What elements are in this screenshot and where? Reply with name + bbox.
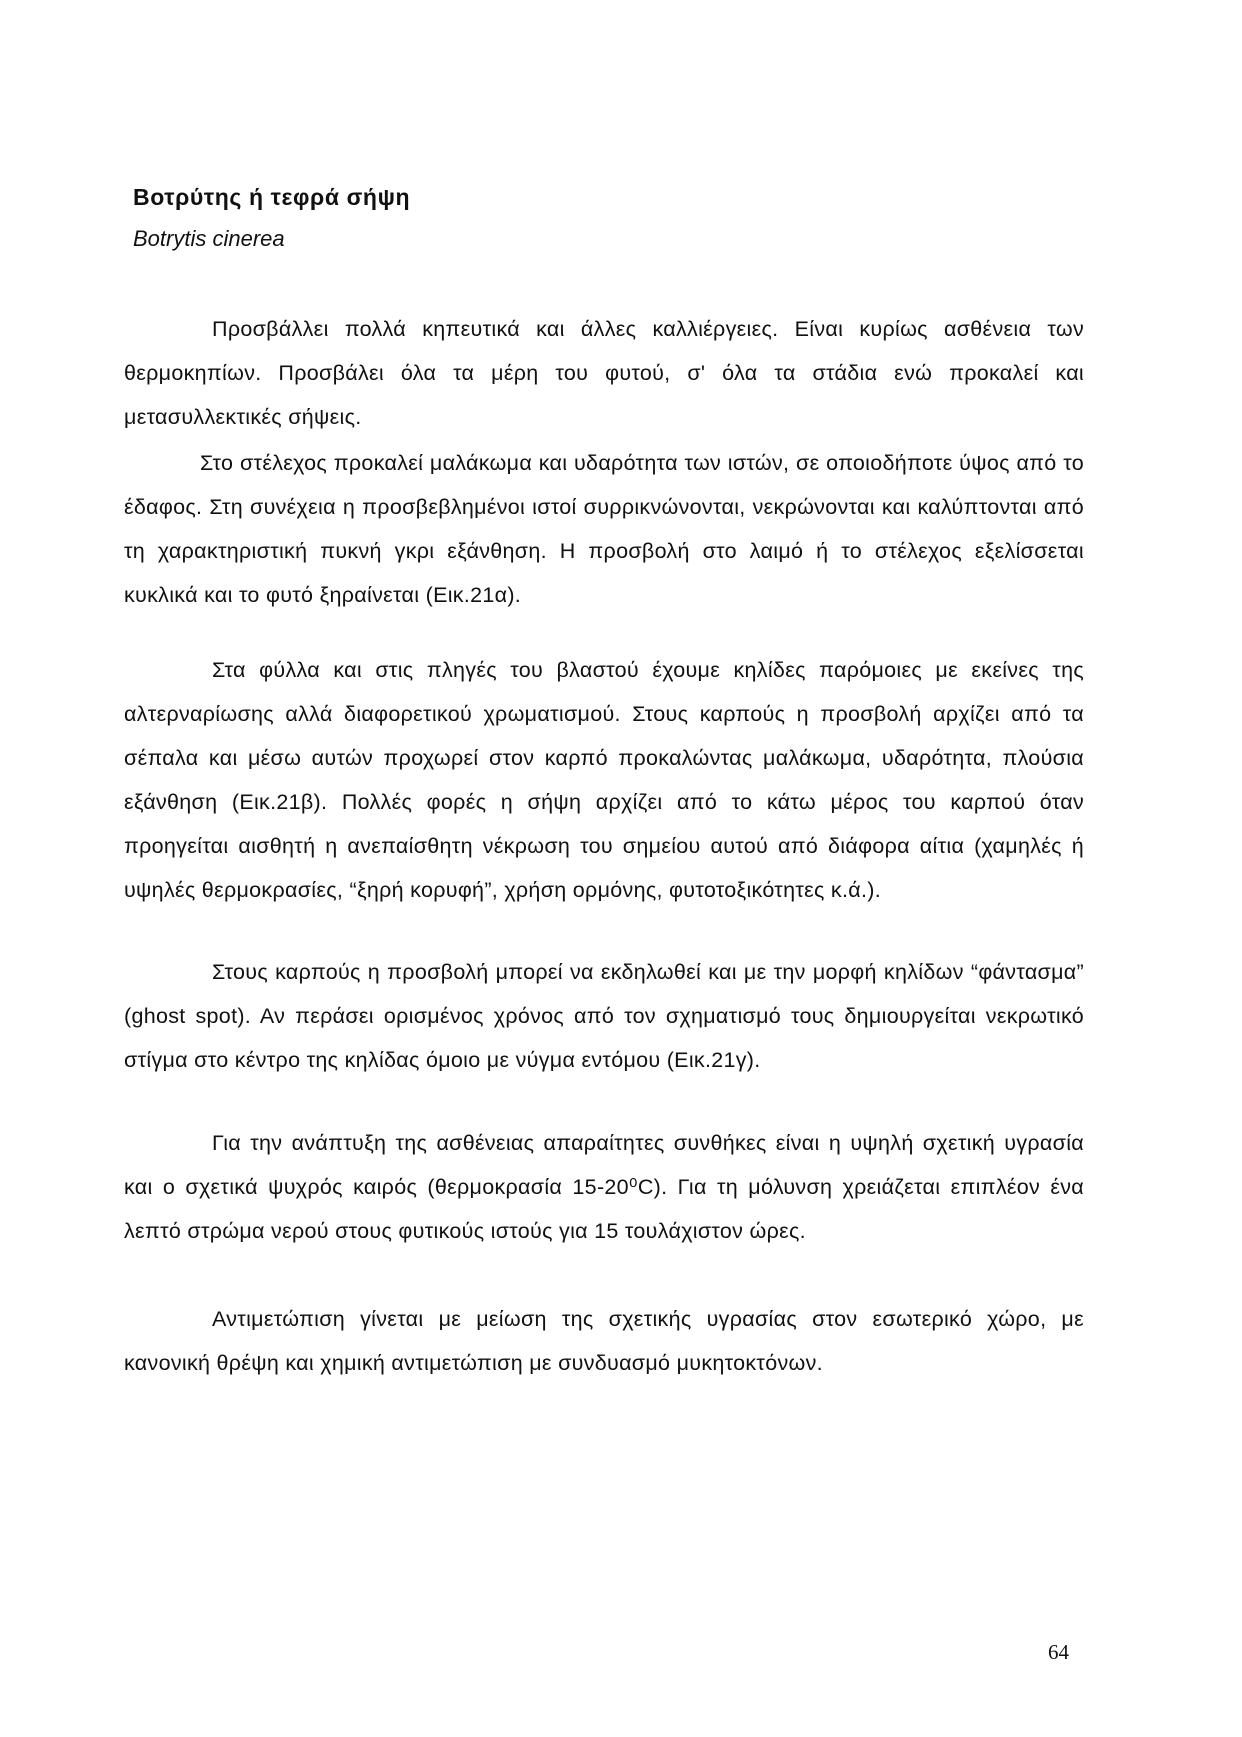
paragraph: Στους καρπούς η προσβολή μπορεί να εκδηλωθεί και με την μορφή κηλίδων “φάντασμα” (ghost spot). Αν περάσει ορισμένος χρόνος από τον σχηματισμό τους δημιουργείται νεκρωτικό στίγμα στο κέντρο της κηλίδας όμοιο με νύγμα εντόμου (Εικ.21γ).	[124, 960, 1084, 1072]
paragraph: Στο στέλεχος προκαλεί μαλάκωμα και υδαρότητα των ιστών, σε οποιοδήποτε ύψος από το έδαφος. Στη συνέχεια η προσβεβλημένοι ιστοί συρρικνώνονται, νεκρώνονται και καλύπτονται από τη χαρακτηριστική πυκνή γκρι εξάνθηση. Η προσβολή στο λαιμό ή το στέλεχος εξελίσσεται κυκλικά και το φυτό ξηραίνεται (Εικ.21α).	[124, 451, 1084, 607]
paragraph-block-3	[124, 648, 1084, 912]
paragraph-block-2	[124, 441, 1084, 617]
paragraph: Αντιμετώπιση γίνεται με μείωση της σχετικής υγρασίας στον εσωτερικό χώρο, με κανονική θρέψη και χημική αντιμετώπιση με συνδυασμό μυκητοκτόνων.	[124, 1307, 1084, 1375]
scientific-name: Botrytis cinerea	[133, 226, 285, 251]
paragraph-block-6	[124, 1297, 1084, 1385]
paragraph: Για την ανάπτυξη της ασθένειας απαραίτητες συνθήκες είναι η υψηλή σχετική υγρασία και ο σχετικά ψυχρός καιρός (θερμοκρασία 15-20⁰C). Για τη μόλυνση χρειάζεται επιπλέον ένα λεπτό στρώμα νερού στους φυτικούς ιστούς για 15 τουλάχιστον ώρες.	[124, 1131, 1084, 1243]
paragraph: Στα φύλλα και στις πληγές του βλαστού έχουμε κηλίδες παρόμοιες με εκείνες της αλτερναρίωσης αλλά διαφορετικού χρωματισμού. Στους καρπούς η προσβολή αρχίζει από τα σέπαλα και μέσω αυτών προχωρεί στον καρπό προκαλώντας μαλάκωμα, υδαρότητα, πλούσια εξάνθηση (Εικ.21β). Πολλές φορές η σήψη αρχίζει από το κάτω μέρος του καρπού όταν προηγείται αισθητή η ανεπαίσθητη νέκρωση του σημείου αυτού από διάφορα αίτια (χαμηλές ή υψηλές θερμοκρασίες, “ξηρή κορυφή”, χρήση ορμόνης, φυτοτοξικότητες κ.ά.).	[124, 658, 1084, 902]
paragraph-block-5	[124, 1121, 1084, 1253]
paragraph-block-4	[124, 950, 1084, 1082]
page-number: 64	[1048, 1640, 1069, 1664]
paragraph: Προσβάλλει πολλά κηπευτικά και άλλες καλλιέργειες. Είναι κυρίως ασθένεια των θερμοκηπίων. Προσβάλει όλα τα μέρη του φυτού, σ' όλα τα στάδια ενώ προκαλεί και μετασυλλεκτικές σήψεις.	[124, 317, 1084, 429]
paragraph-block-1	[124, 307, 1084, 439]
section-title: Βοτρύτης ή τεφρά σήψη	[133, 184, 411, 210]
